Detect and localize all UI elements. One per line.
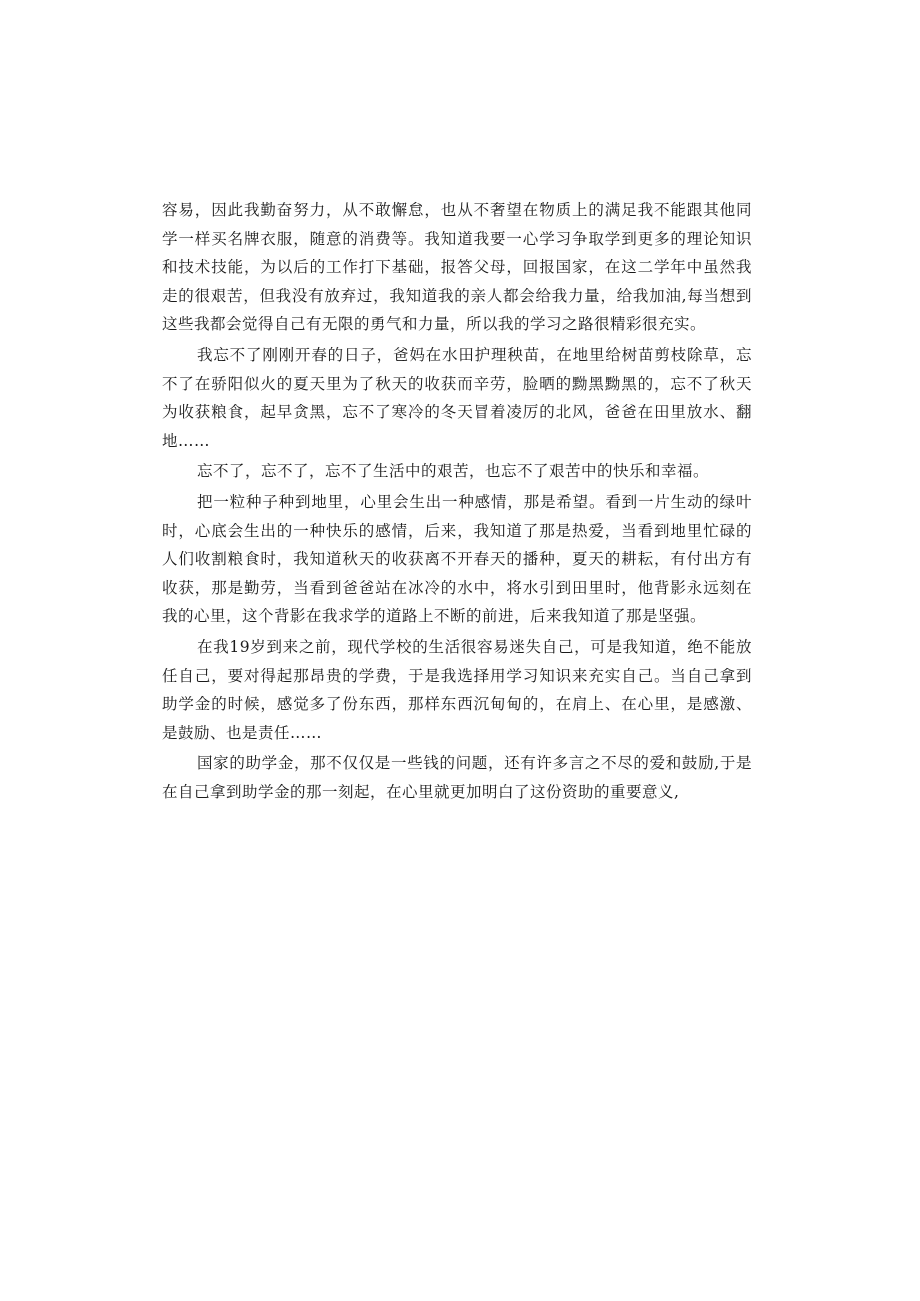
paragraph-5: 在我19岁到来之前，现代学校的生活很容易迷失自己，可是我知道，绝不能放任自己，要对得起那昂贵的学费，于是我选择用学习知识来充实自己。当自己拿到助学金的时候，感觉多了份东西，那样东西沉甸甸的，在肩上、在心里，是感激、是鼓励、也是责任…… <box>162 637 752 742</box>
document-body <box>162 196 752 806</box>
paragraph-2: 我忘不了刚刚开春的日子，爸妈在水田护理秧苗，在地里给树苗剪枝除草，忘不了在骄阳似火的夏天里为了秋天的收获而辛劳，脸晒的黝黑黝黑的，忘不了秋天为收获粮食，起早贪黑，忘不了寒冷的冬天冒着凌厉的北风，爸爸在田里放水、翻地…… <box>162 345 752 450</box>
paragraph-6: 国家的助学金，那不仅仅是一些钱的问题，还有许多言之不尽的爱和鼓励,于是在自己拿到助学金的那一刻起，在心里就更加明白了这份资助的重要意义, <box>162 754 752 801</box>
paragraph-4: 把一粒种子种到地里，心里会生出一种感情，那是希望。看到一片生动的绿叶时，心底会生出的一种快乐的感情，后来，我知道了那是热爱，当看到地里忙碌的人们收割粮食时，我知道秋天的收获离不开春天的播种，夏天的耕耘，有付出方有收获，那是勤劳，当看到爸爸站在冰冷的水中，将水引到田里时，他背影永远刻在我的心里，这个背影在我求学的道路上不断的前进，后来我知道了那是坚强。 <box>162 492 752 626</box>
paragraph-1: 容易，因此我勤奋努力，从不敢懈怠，也从不奢望在物质上的满足我不能跟其他同学一样买名牌衣服，随意的消费等。我知道我要一心学习争取学到更多的理论知识和技术技能，为以后的工作打下基础，报答父母，回报国家，在这二学年中虽然我走的很艰苦，但我没有放弃过，我知道我的亲人都会给我力量，给我加油,每当想到这些我都会觉得自己有无限的勇气和力量，所以我的学习之路很精彩很充实。 <box>162 201 752 334</box>
paragraph-3: 忘不了，忘不了，忘不了生活中的艰苦，也忘不了艰苦中的快乐和幸福。 <box>197 462 710 481</box>
